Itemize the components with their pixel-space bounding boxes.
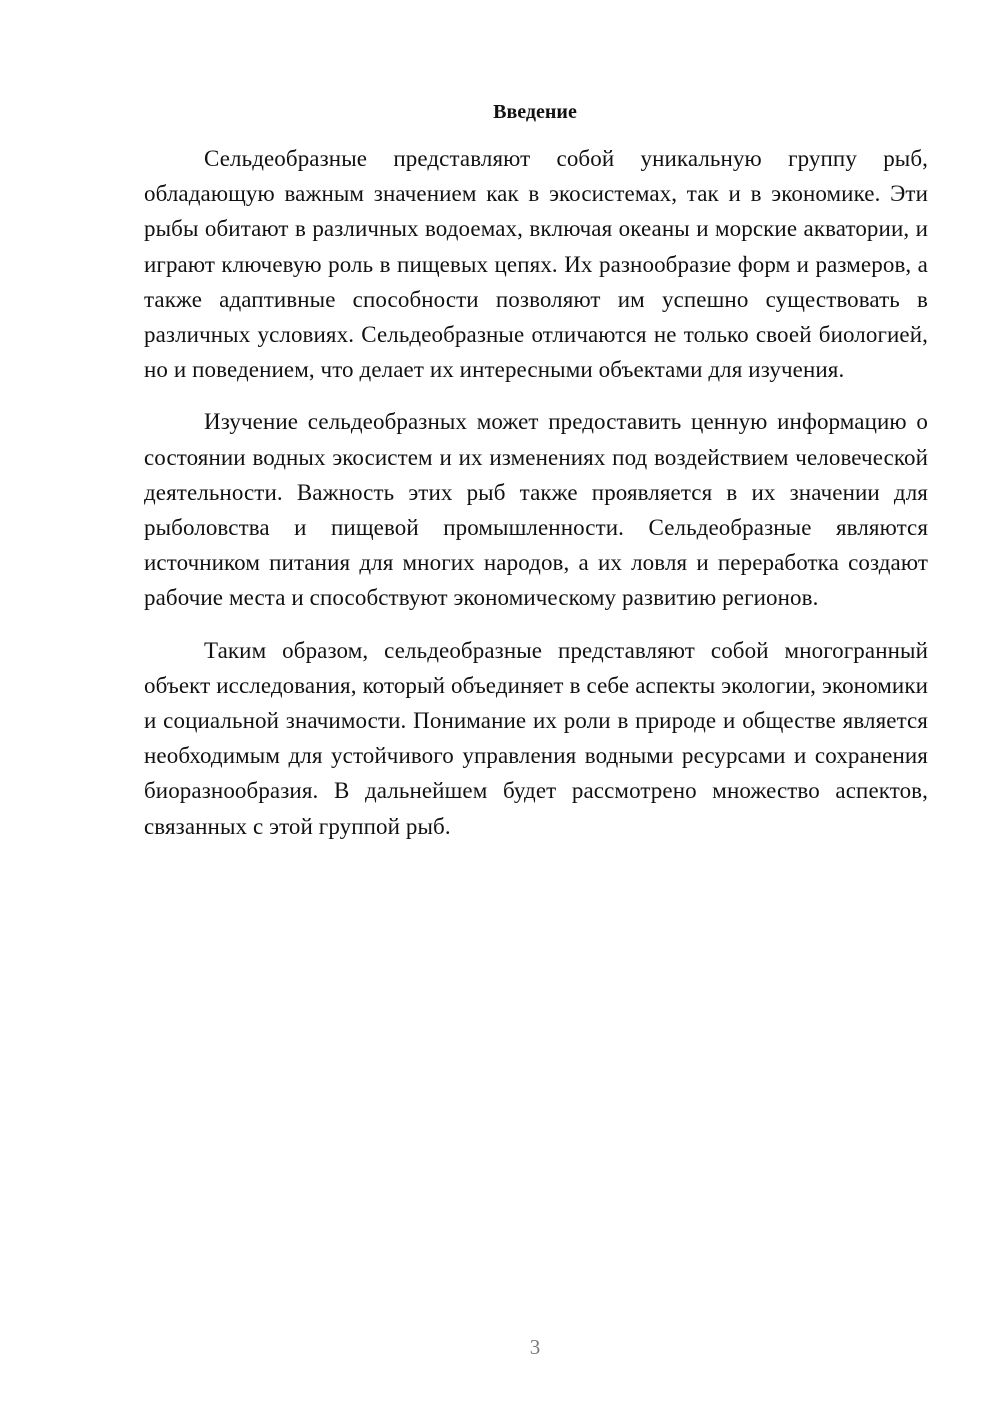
paragraph-2: Изучение сельдеобразных может предоставить ценную информацию о состоянии водных экосистем и их изменениях под воздействием человеческой деятельности. Важность этих рыб также проявляется в их значении для рыболовства и пищевой промышленности. Сельдеобразные являются источником питания для многих народов, а их ловля и переработка создают рабочие места и способствуют экономическому развитию регионов. [144, 409, 928, 611]
paragraph-1: Сельдеобразные представляют собой уникальную группу рыб, обладающую важным значением как в экосистемах, так и в экономике. Эти рыбы обитают в различных водоемах, включая океаны и морские акватории, и играют ключевую роль в пищевых цепях. Их разнообразие форм и размеров, а также адаптивные способности позволяют им успешно существовать в различных условиях. Сельдеобразные отличаются не только своей биологией, но и поведением, что делает их интересными объектами для изучения. [144, 146, 928, 383]
paragraph-3: Таким образом, сельдеобразные представляют собой многогранный объект исследования, который объединяет в себе аспекты экологии, экономики и социальной значимости. Понимание их роли в природе и обществе является необходимым для устойчивого управления водными ресурсами и сохранения биоразнообразия. В дальнейшем будет рассмотрено множество аспектов, связанных с этой группой рыб. [144, 637, 928, 839]
page-number: 3 [529, 1335, 541, 1359]
page-title: Введение [493, 101, 577, 123]
document-body [144, 141, 928, 844]
